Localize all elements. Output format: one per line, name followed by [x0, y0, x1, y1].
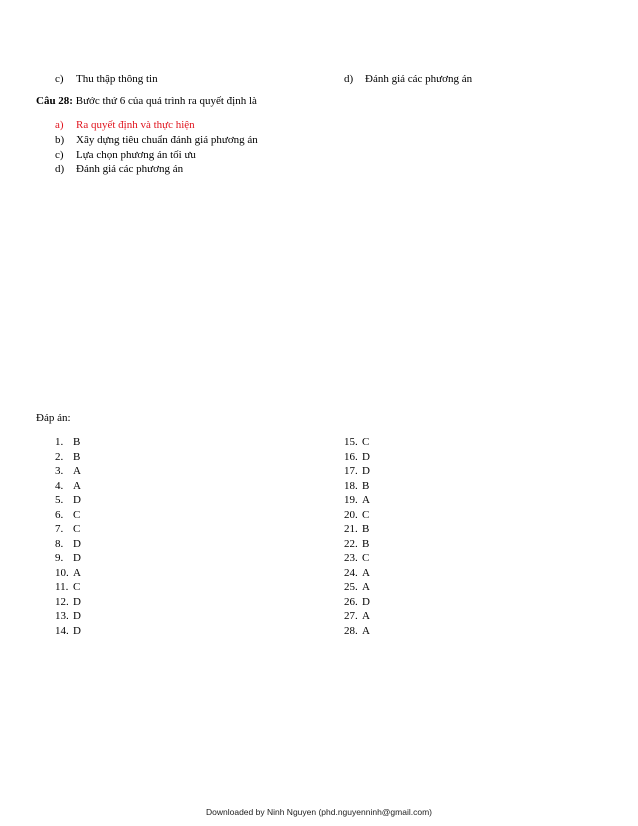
answer-number: 20. — [344, 508, 358, 521]
option-label: c) — [55, 149, 64, 161]
option-text: Đánh giá các phương án — [365, 73, 473, 85]
answer-letter: A — [73, 566, 81, 579]
option-label: a) — [55, 119, 64, 131]
option-text: Đánh giá các phương án — [76, 163, 184, 175]
answer-number: 15. — [344, 436, 358, 448]
answer-letter: A — [73, 465, 81, 477]
option-label: c) — [55, 73, 64, 85]
option-label: b) — [55, 134, 65, 146]
answer-letter: C — [73, 523, 81, 535]
answer-row — [55, 464, 81, 478]
answer-row — [344, 580, 370, 594]
answer-row — [55, 551, 81, 565]
option-text: Xây dựng tiêu chuẩn đánh giá phương án — [76, 134, 258, 146]
answer-row — [55, 493, 81, 507]
answer-number: 1. — [55, 436, 64, 448]
answer-number: 25. — [344, 581, 358, 593]
answer-row — [344, 595, 370, 609]
answer-number: 23. — [344, 552, 358, 564]
answer-row — [55, 537, 81, 551]
prev-option-c — [55, 72, 158, 86]
answer-letter: A — [362, 494, 370, 506]
answer-row — [55, 566, 81, 580]
answer-row — [344, 551, 369, 565]
answer-number: 10. — [55, 566, 69, 579]
answers-title: Đáp án: — [36, 412, 71, 424]
answer-number: 22. — [344, 537, 358, 550]
answer-letter: A — [362, 610, 370, 622]
answer-number: 27. — [344, 610, 358, 622]
answer-number: 16. — [344, 450, 358, 463]
footer-download-note: Downloaded by Ninh Nguyen (phd.nguyenninh@gmail.com) — [206, 807, 432, 817]
answer-row — [344, 493, 370, 507]
answer-number: 6. — [55, 508, 64, 521]
answer-row — [55, 595, 81, 609]
answer-letter: D — [73, 595, 81, 608]
option-label: d) — [344, 73, 354, 85]
option-b — [55, 133, 258, 147]
answer-row — [344, 609, 370, 623]
option-text: Lựa chọn phương án tối ưu — [76, 149, 196, 161]
answer-number: 18. — [344, 479, 358, 492]
answer-letter: D — [362, 450, 370, 463]
answer-number: 2. — [55, 450, 64, 463]
answer-number: 13. — [55, 610, 69, 622]
option-label: d) — [55, 163, 65, 175]
answer-row — [344, 566, 370, 580]
answer-letter: B — [73, 450, 81, 463]
answer-row — [55, 435, 80, 449]
answer-letter: C — [362, 436, 370, 448]
answer-number: 14. — [55, 624, 69, 637]
answer-row — [55, 522, 80, 536]
answer-row — [55, 624, 81, 638]
answer-row — [344, 537, 369, 551]
answer-letter: C — [362, 552, 370, 564]
answer-row — [344, 522, 369, 536]
answer-letter: D — [73, 624, 81, 637]
answer-letter: B — [362, 537, 370, 550]
option-a — [55, 118, 195, 132]
answer-letter: B — [362, 523, 370, 535]
answer-number: 21. — [344, 523, 358, 535]
answer-letter: A — [362, 624, 370, 637]
answer-letter: D — [362, 465, 370, 477]
option-text: Ra quyết định và thực hiện — [76, 119, 195, 131]
answer-letter: D — [73, 552, 81, 564]
answer-number: 8. — [55, 537, 64, 550]
answer-number: 19. — [344, 494, 358, 506]
answer-letter: D — [73, 610, 81, 622]
answer-letter: D — [362, 595, 370, 608]
answer-number: 11. — [55, 581, 69, 593]
answer-number: 9. — [55, 552, 64, 564]
answer-number: 4. — [55, 479, 64, 492]
answer-number: 28. — [344, 624, 358, 637]
answer-number: 24. — [344, 566, 358, 579]
option-c — [55, 148, 196, 162]
answer-letter: A — [73, 479, 81, 492]
answer-row — [55, 508, 80, 522]
answer-number: 7. — [55, 523, 64, 535]
answer-number: 12. — [55, 595, 69, 608]
answer-letter: A — [362, 566, 370, 579]
answer-row — [344, 464, 370, 478]
answer-number: 17. — [344, 465, 358, 477]
answer-row — [55, 609, 81, 623]
answer-row — [55, 450, 80, 464]
answer-letter: D — [73, 494, 81, 506]
answer-letter: C — [362, 508, 370, 521]
answer-number: 26. — [344, 595, 358, 608]
answer-row — [55, 580, 80, 594]
question-number: Câu 28: — [36, 95, 73, 107]
question-28 — [36, 94, 257, 108]
answer-letter: B — [73, 436, 81, 448]
answer-number: 3. — [55, 465, 64, 477]
option-d — [55, 162, 183, 176]
option-text: Thu thập thông tin — [76, 73, 158, 85]
answer-letter: A — [362, 581, 370, 593]
answer-letter: C — [73, 581, 81, 593]
answer-letter: D — [73, 537, 81, 550]
answer-row — [344, 508, 369, 522]
answer-letter: C — [73, 508, 81, 521]
answer-row — [344, 479, 369, 493]
prev-option-d — [344, 72, 472, 86]
answer-row — [344, 450, 370, 464]
question-text: Bước thứ 6 của quá trình ra quyết định là — [75, 95, 257, 107]
answer-row — [344, 624, 370, 638]
answer-row — [344, 435, 369, 449]
answer-row — [55, 479, 81, 493]
answer-number: 5. — [55, 494, 64, 506]
answer-letter: B — [362, 479, 370, 492]
